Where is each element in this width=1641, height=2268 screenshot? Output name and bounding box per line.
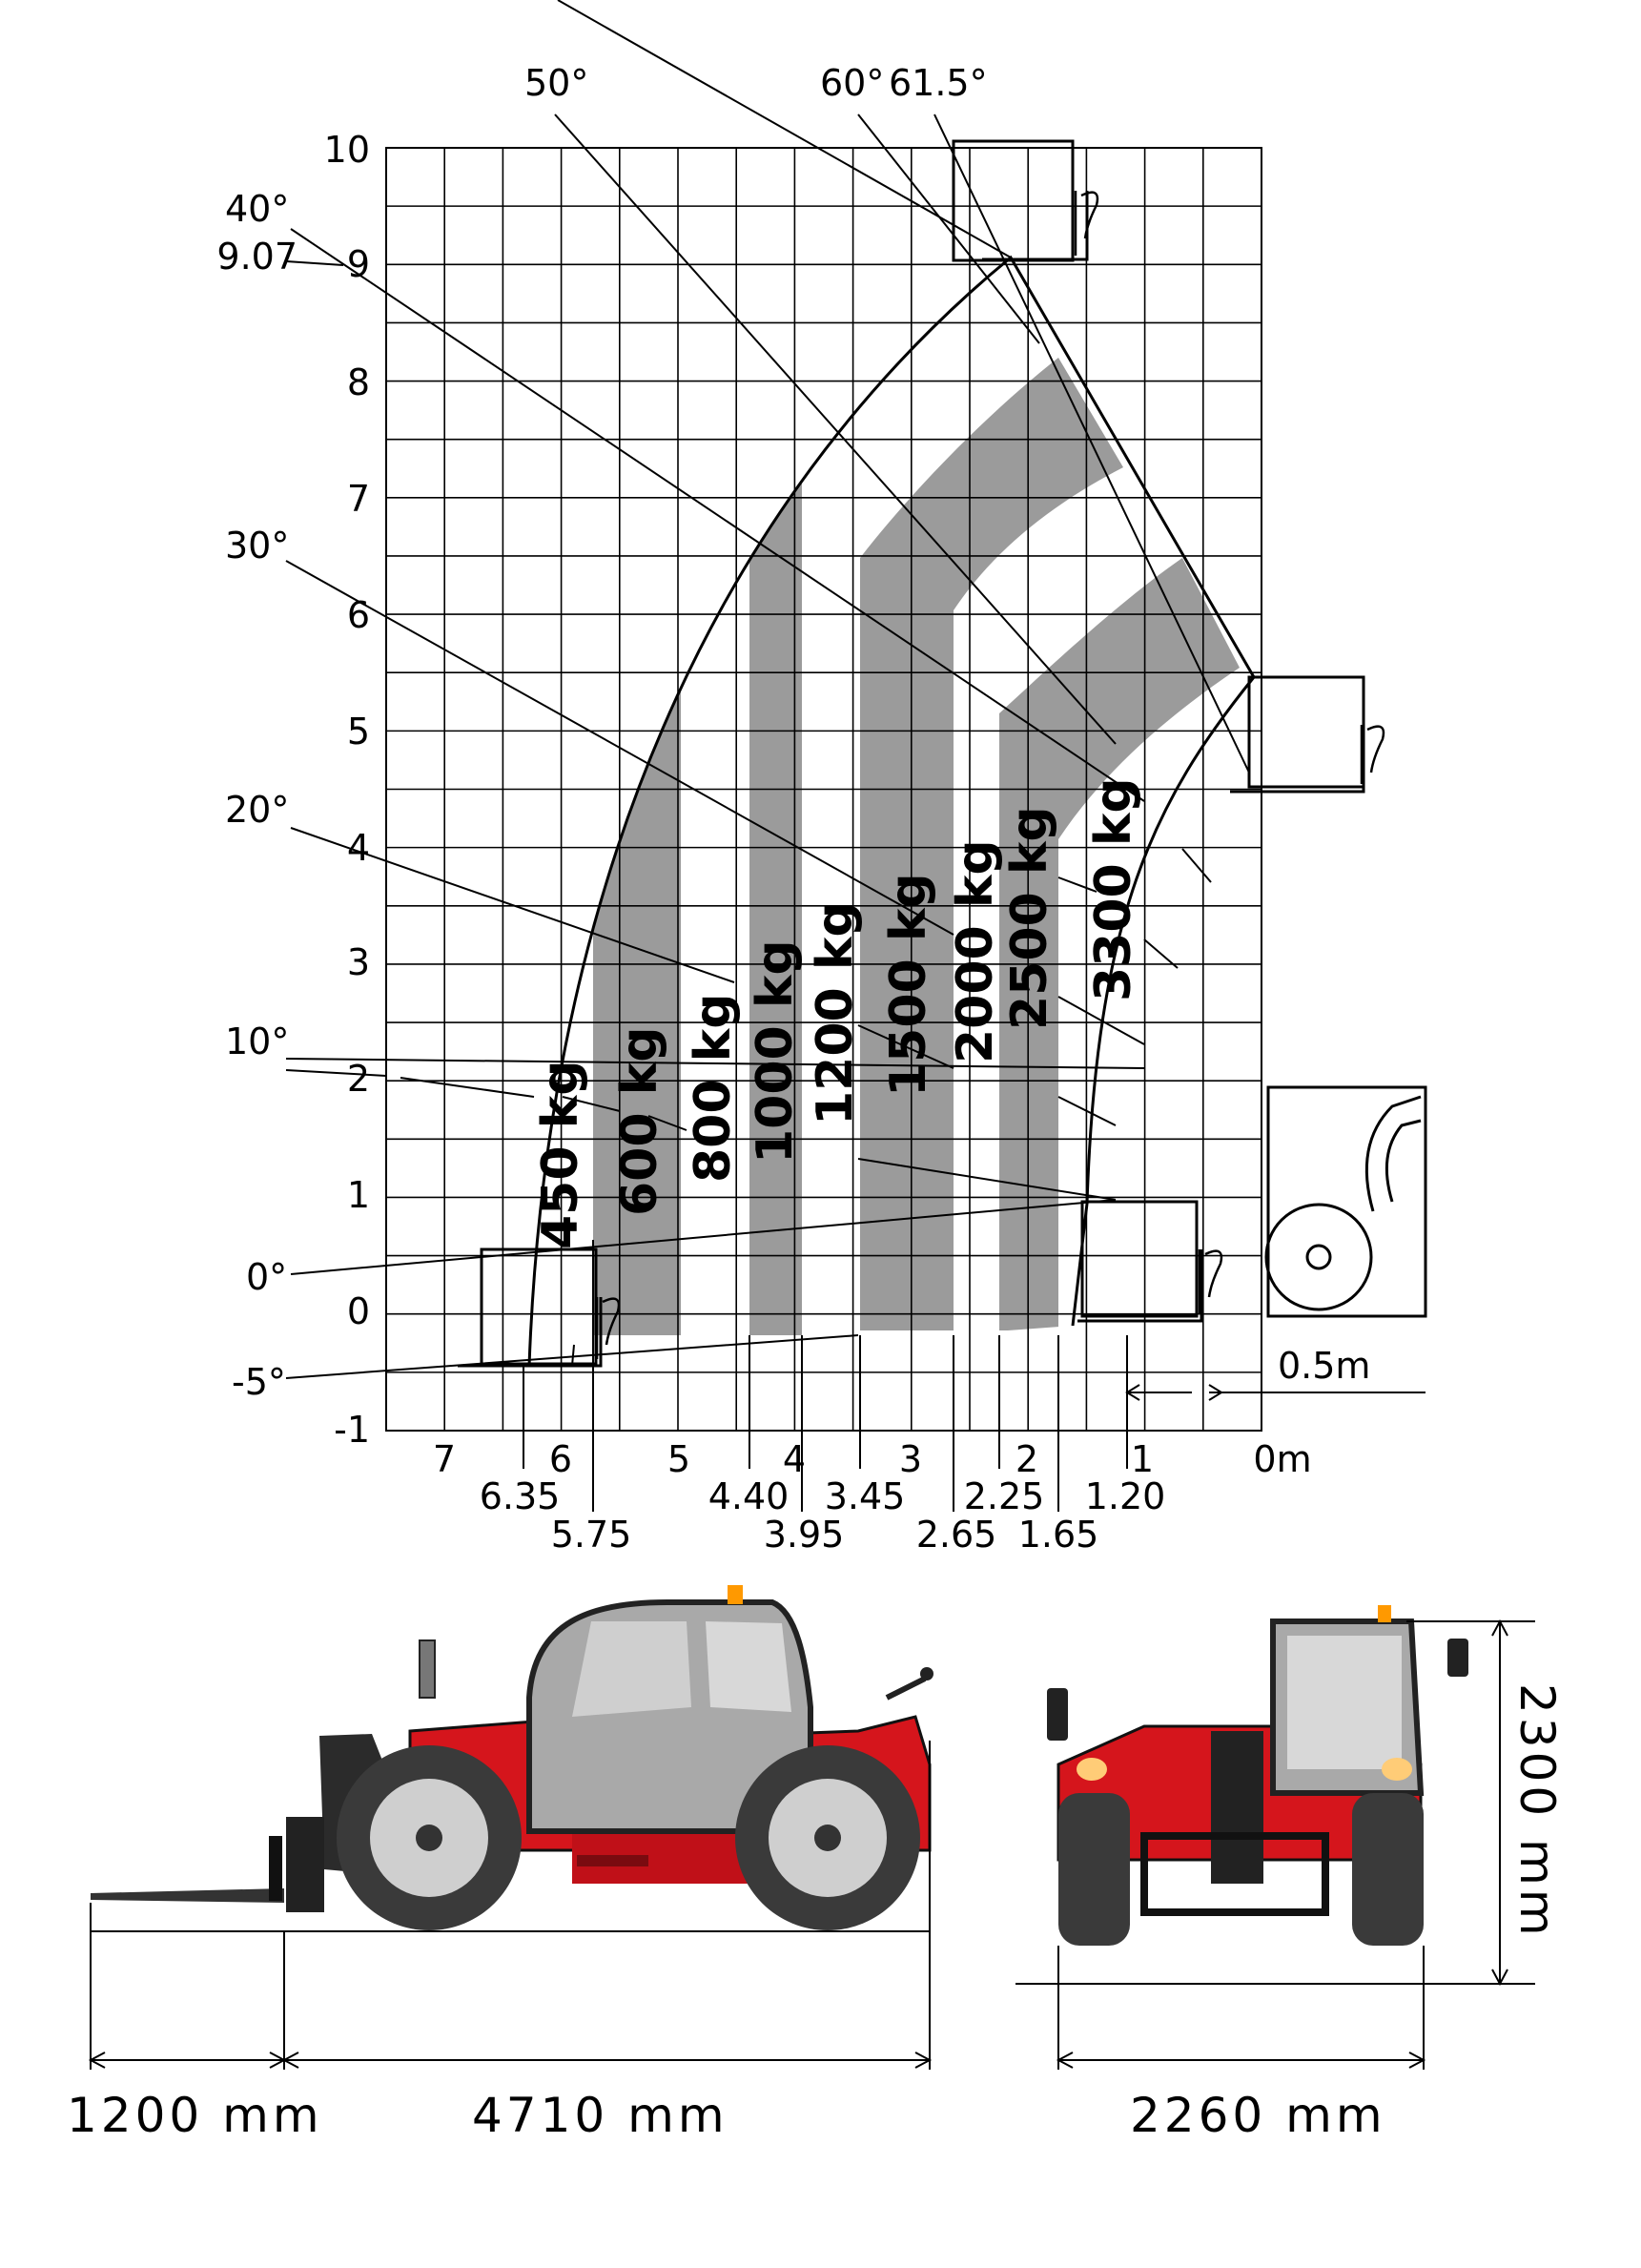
y-tick: -1 bbox=[334, 1409, 370, 1451]
y-tick: 9 bbox=[346, 243, 370, 285]
x-sub-label: 3.95 bbox=[763, 1514, 845, 1556]
fork-carriage bbox=[286, 1817, 324, 1912]
extra-height-label: 9.07 bbox=[216, 236, 297, 278]
angle-label: 10° bbox=[225, 1021, 290, 1062]
x-sub-label: 2.65 bbox=[915, 1514, 997, 1556]
x-tick: 0m bbox=[1253, 1438, 1312, 1480]
front-windshield bbox=[1287, 1636, 1402, 1769]
angle-label: 30° bbox=[225, 525, 290, 567]
offset-dimension bbox=[1127, 1385, 1426, 1400]
x-tick: 4 bbox=[782, 1438, 807, 1480]
carriage-hooks bbox=[597, 191, 1384, 1359]
load-label: 2500 kg bbox=[1001, 806, 1058, 1030]
fork-box-top bbox=[954, 141, 1073, 260]
y-tick: 2 bbox=[346, 1058, 370, 1100]
wheelbase-length-label: 4710 mm bbox=[472, 2088, 728, 2143]
offset-label: 0.5m bbox=[1278, 1345, 1371, 1387]
front-wheel bbox=[1266, 1205, 1371, 1309]
angle-label: -5° bbox=[232, 1361, 286, 1403]
front-mirror-left bbox=[1047, 1688, 1068, 1741]
angle-label: 60° bbox=[820, 62, 885, 104]
x-sub-label: 6.35 bbox=[479, 1475, 561, 1517]
side-front-wheel bbox=[735, 1745, 920, 1930]
fork-tine bbox=[91, 1888, 284, 1903]
width-label: 2260 mm bbox=[1130, 2088, 1386, 2143]
load-label: 3300 kg bbox=[1085, 777, 1142, 1001]
load-chart bbox=[216, 0, 1426, 1556]
front-beacon bbox=[1378, 1605, 1391, 1622]
x-sub-label: 5.75 bbox=[550, 1514, 632, 1556]
load-label: 1200 kg bbox=[807, 901, 864, 1125]
fork-length-label: 1200 mm bbox=[67, 2088, 323, 2143]
x-axis-labels bbox=[433, 1438, 1312, 1480]
fork-box-low bbox=[1082, 1202, 1197, 1316]
front-boom bbox=[1211, 1731, 1263, 1884]
load-label: 1500 kg bbox=[880, 873, 937, 1097]
angle-label: 61.5° bbox=[889, 62, 988, 104]
y-tick: 6 bbox=[346, 594, 370, 636]
cab-window-side bbox=[572, 1621, 691, 1717]
angle-label: 50° bbox=[524, 62, 589, 104]
y-tick: 5 bbox=[346, 711, 370, 753]
x-sub-label: 4.40 bbox=[708, 1475, 790, 1517]
y-tick: 1 bbox=[346, 1174, 370, 1216]
x-sub-label: 2.25 bbox=[963, 1475, 1045, 1517]
front-view bbox=[1015, 1605, 1565, 2143]
x-tick: 6 bbox=[548, 1438, 573, 1480]
x-sub-labels bbox=[480, 1475, 1166, 1556]
angle-label: 20° bbox=[225, 789, 290, 831]
fork-box-mid bbox=[1249, 677, 1364, 787]
y-tick: 8 bbox=[346, 361, 370, 403]
load-label: 1000 kg bbox=[747, 939, 804, 1164]
y-tick: 4 bbox=[346, 827, 370, 869]
x-sub-label: 1.20 bbox=[1084, 1475, 1166, 1517]
fork-box-reach bbox=[482, 1249, 596, 1364]
load-label: 600 kg bbox=[611, 1026, 668, 1216]
cab-window-front bbox=[706, 1621, 791, 1712]
load-label: 2000 kg bbox=[947, 839, 1004, 1063]
side-view bbox=[67, 1585, 933, 2143]
load-label: 800 kg bbox=[685, 993, 742, 1183]
machine-outline bbox=[1266, 1087, 1426, 1316]
y-tick: 0 bbox=[346, 1290, 370, 1332]
x-tick: 7 bbox=[432, 1438, 457, 1480]
y-tick: 7 bbox=[346, 478, 370, 520]
angle-label: 40° bbox=[225, 188, 290, 230]
height-label: 2300 mm bbox=[1509, 1683, 1565, 1940]
x-sub-label: 3.45 bbox=[824, 1475, 906, 1517]
x-tick: 2 bbox=[1015, 1438, 1039, 1480]
front-right-tyre bbox=[1352, 1793, 1424, 1946]
y-tick: 3 bbox=[346, 941, 370, 983]
side-rear-wheel bbox=[337, 1745, 522, 1930]
fork-ref-frame bbox=[1268, 1087, 1426, 1316]
front-mirror-right bbox=[1447, 1639, 1468, 1677]
x-tick: 5 bbox=[667, 1438, 691, 1480]
load-label: 450 kg bbox=[532, 1060, 589, 1249]
side-mirror bbox=[420, 1640, 435, 1698]
x-tick: 1 bbox=[1130, 1438, 1155, 1480]
beacon bbox=[728, 1585, 743, 1604]
front-left-tyre bbox=[1058, 1793, 1130, 1946]
x-tick: 3 bbox=[898, 1438, 923, 1480]
y-tick: 10 bbox=[323, 129, 370, 171]
x-sub-label: 1.65 bbox=[1017, 1514, 1099, 1556]
angle-label: 0° bbox=[246, 1256, 288, 1298]
